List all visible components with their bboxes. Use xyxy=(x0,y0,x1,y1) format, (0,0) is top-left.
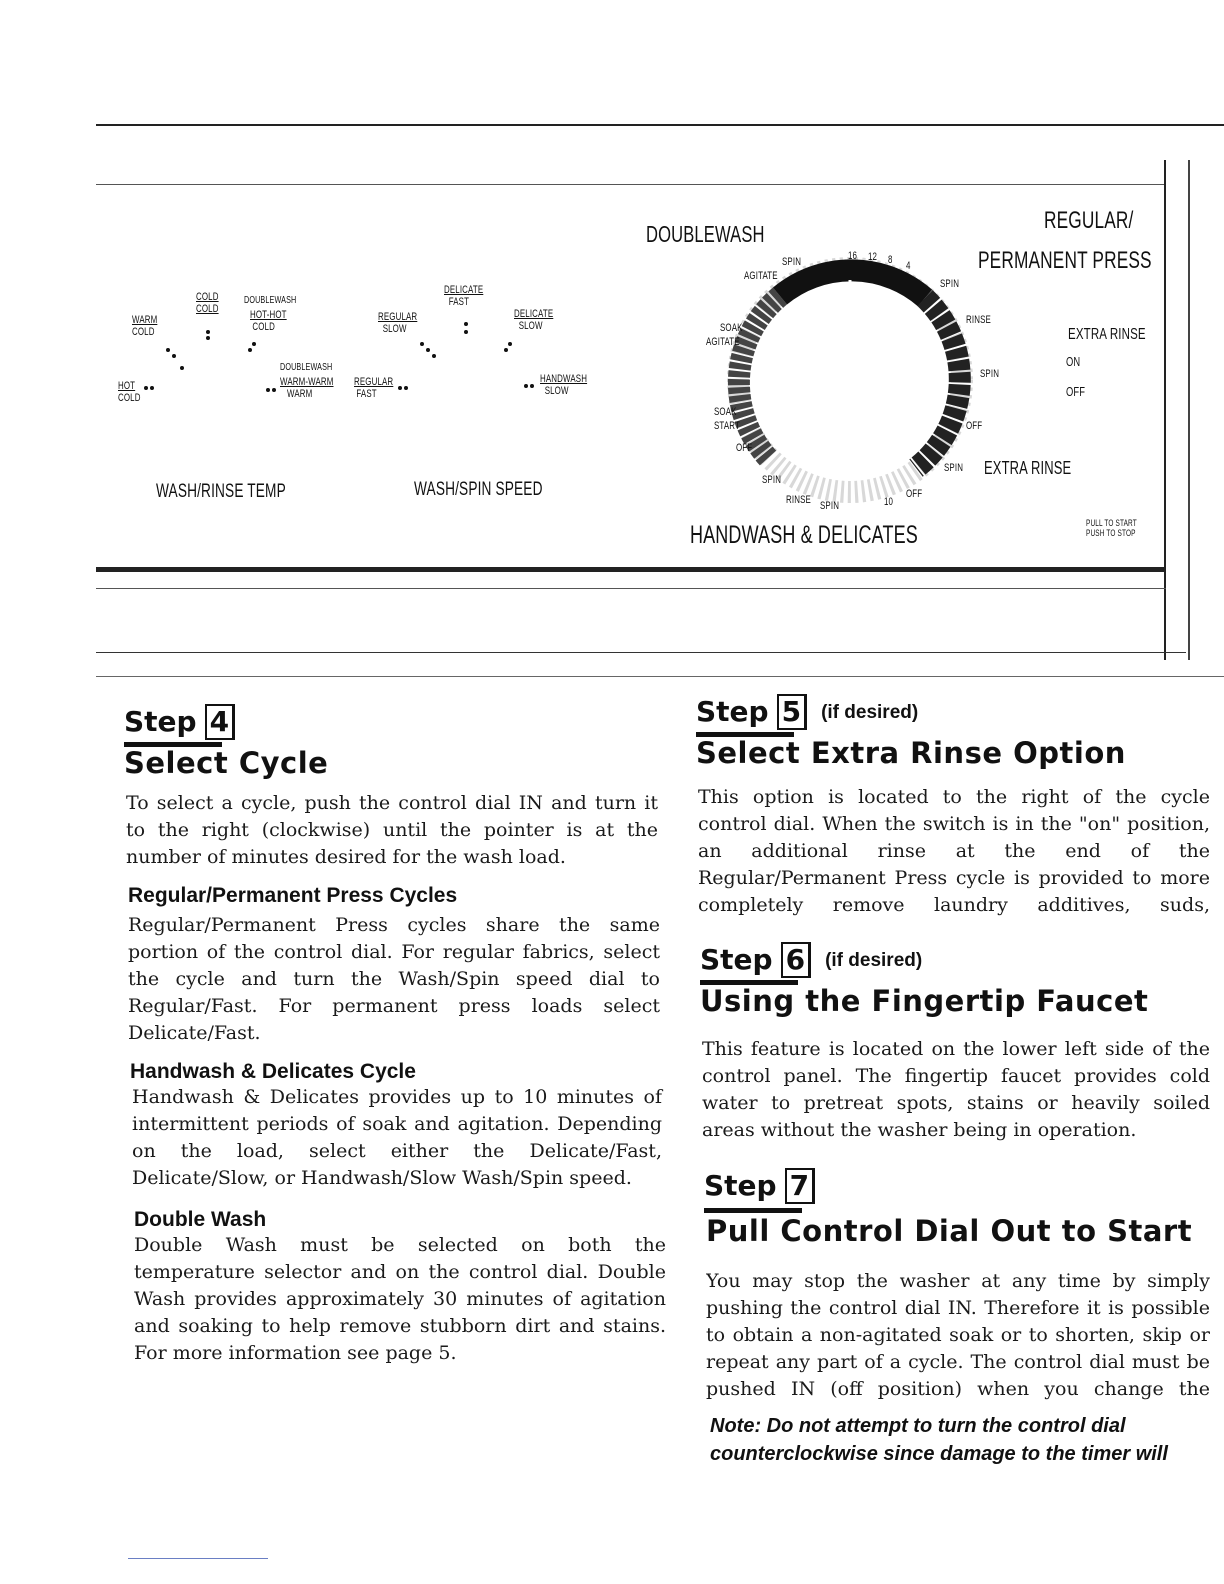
extra-rinse-label: EXTRA RINSE xyxy=(1068,326,1146,343)
temp-cold-cold: COLD COLD xyxy=(196,291,219,315)
mark-spin-6: SPIN xyxy=(820,500,840,512)
mark-12: 12 xyxy=(868,251,878,263)
mark-spin-5: SPIN xyxy=(762,474,782,486)
mark-off-2: OFF xyxy=(966,420,983,432)
handwash-heading: Handwash & Delicates Cycle xyxy=(130,1060,416,1083)
step-6-title: Using the Fingertip Faucet xyxy=(700,984,1149,1018)
mark-spin-2: SPIN xyxy=(940,278,960,290)
handwash-text: Handwash & Delicates provides up to 10 minutes of intermittent periods of soak and agitation. Depending on the load, select either the Delicate/Fast, Delicate/Slow, or Handwash/Slow Wash/Spin speed. xyxy=(132,1086,662,1189)
step-5-header: Step 5 (if desired) xyxy=(696,695,919,728)
panel-bottom-thick xyxy=(96,567,1166,572)
mark-spin-1: SPIN xyxy=(782,256,802,268)
step-7-note: Note: Do not attempt to turn the control dial counterclockwise since damage to the timer will xyxy=(710,1415,1168,1465)
panel-right-edge-2 xyxy=(1188,160,1190,660)
cycle-handwash-label: HANDWASH & DELICATES xyxy=(690,521,918,549)
extra-rinse-on: ON xyxy=(1066,354,1081,369)
section-rule xyxy=(96,676,1224,677)
double-wash-text: Double Wash must be selected on both the temperature selector and on the control dial. Double Wash provides approximately 30 minutes of agitation and soaking to help remove stubborn dirt and stains. For more information see page 5. xyxy=(134,1234,666,1364)
step-6-header: Step 6 (if desired) xyxy=(700,943,923,976)
step-5-title: Select Extra Rinse Option xyxy=(696,736,1126,770)
mark-rinse-1: RINSE xyxy=(966,314,991,326)
top-rule xyxy=(96,124,1224,126)
step-4-title: Select Cycle xyxy=(124,746,329,780)
step-7-text: You may stop the washer at any time by simply pushing the control dial IN. Therefore it is possible to obtain a non-agitated soak or to shorten, skip or repeat any part of a cycle. The control dial must be pushed IN (off position) when you change the xyxy=(706,1270,1210,1400)
panel-bottom-thin xyxy=(96,588,1166,589)
temp-warm-warm: WARM-WARM WARM xyxy=(280,376,334,400)
mark-soak-2: SOAK xyxy=(714,406,737,418)
footer-rule xyxy=(128,1558,268,1559)
panel-top-line xyxy=(96,184,1164,185)
step-7-header: Step 7 xyxy=(704,1168,815,1204)
double-wash-heading: Double Wash xyxy=(134,1208,267,1231)
mark-start: START xyxy=(714,420,740,432)
step-7-title: Pull Control Dial Out to Start xyxy=(706,1214,1193,1248)
mark-rinse-2: RINSE xyxy=(786,494,811,506)
temp-doublewash-2: DOUBLEWASH xyxy=(280,362,333,373)
mark-off-1: OFF xyxy=(736,442,753,454)
speed-regular-fast: REGULAR FAST xyxy=(354,376,394,400)
step-5-text: This option is located to the right of the cycle control dial. When the switch is in the "on" position, an additional rinse at the end of the Regular/Permanent Press cycle is provided to more completely remove laundry additives, suds, xyxy=(698,786,1210,916)
extra-rinse-off: OFF xyxy=(1066,384,1086,399)
regular-permanent-heading: Regular/Permanent Press Cycles xyxy=(128,884,458,907)
step-4-intro: To select a cycle, push the control dial IN and turn it to the right (clockwise) until the pointer is at the number of minutes desired for the wash load. xyxy=(126,792,658,868)
temp-warm-cold: WARM COLD xyxy=(132,314,158,338)
mark-10: 10 xyxy=(884,496,894,508)
speed-dial-title: WASH/SPIN SPEED xyxy=(414,479,543,500)
mark-16: 16 xyxy=(848,250,858,262)
extra-rinse-cycle-label: EXTRA RINSE xyxy=(984,458,1072,478)
temp-hot-cold: HOT COLD xyxy=(118,380,141,404)
speed-regular-slow: REGULAR SLOW xyxy=(378,311,418,335)
cycle-regular-label-2: PERMANENT PRESS xyxy=(978,247,1152,274)
mark-off-3: OFF xyxy=(906,488,923,500)
cycle-regular-label-1: REGULAR/ xyxy=(1044,207,1134,234)
speed-delicate-fast: DELICATE FAST xyxy=(444,284,484,308)
step-7-underline xyxy=(704,1208,802,1213)
mark-spin-4: SPIN xyxy=(944,462,964,474)
pull-to-start-label: PULL TO START PUSH TO STOP xyxy=(1086,518,1137,538)
step-4-header: Step 4 xyxy=(124,704,235,740)
regular-permanent-text: Regular/Permanent Press cycles share the same portion of the control dial. For regular fabrics, select the cycle and turn the Wash/Spin speed dial to Regular/Fast. For permanent press loads select Delicate/Fast. xyxy=(128,914,660,1044)
temp-dial-title: WASH/RINSE TEMP xyxy=(156,481,286,502)
temp-hot-hot: HOT-HOT COLD xyxy=(250,309,287,333)
mark-agitate-1: AGITATE xyxy=(744,270,778,282)
speed-handwash-slow: HANDWASH SLOW xyxy=(540,373,588,397)
panel-right-edge xyxy=(1164,160,1166,660)
mark-spin-3: SPIN xyxy=(980,368,1000,380)
step-6-text: This feature is located on the lower left side of the control panel. The fingertip faucet provides cold water to pretreat spots, stains or heavily soiled areas without the washer being in operation. xyxy=(702,1038,1210,1141)
cycle-doublewash-label: DOUBLEWASH xyxy=(646,221,765,247)
mark-8: 8 xyxy=(888,254,893,266)
mark-soak-1: SOAK xyxy=(720,322,743,334)
mark-agitate-2: AGITATE xyxy=(706,336,740,348)
speed-delicate-slow: DELICATE SLOW xyxy=(514,308,554,332)
temp-doublewash-1: DOUBLEWASH xyxy=(244,295,297,306)
mark-4: 4 xyxy=(906,260,911,272)
panel-base-line xyxy=(96,652,1186,653)
